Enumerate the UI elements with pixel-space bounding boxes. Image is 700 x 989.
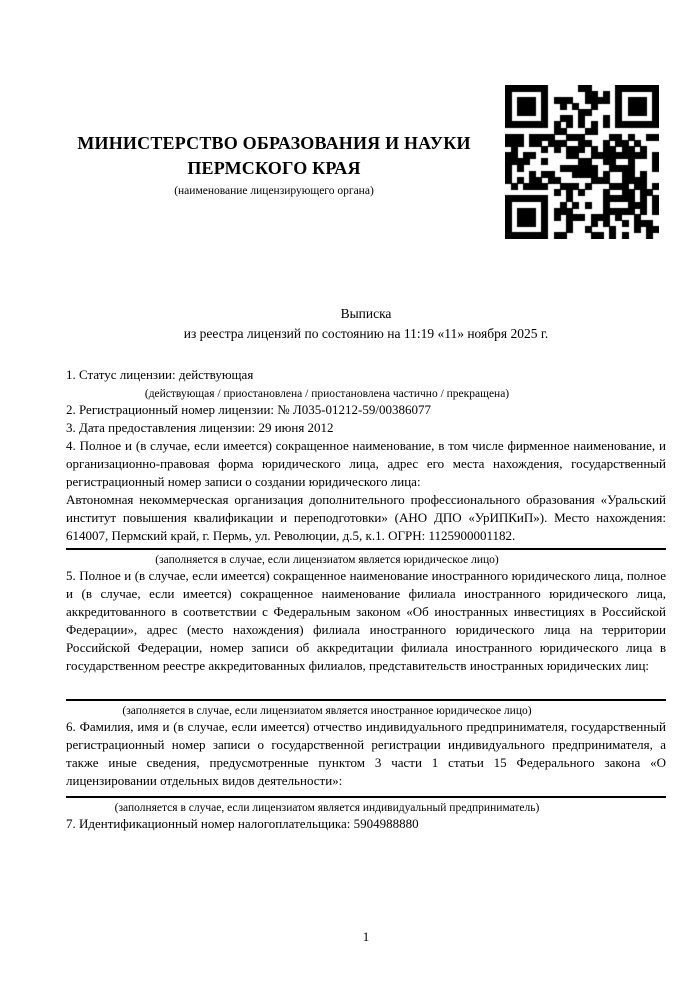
ministry-caption: (наименование лицензирующего органа) <box>174 185 374 197</box>
taxpayer-number: 7. Идентификационный номер налогоплательщика: 5904988880 <box>66 816 419 831</box>
registration-number: 2. Регистрационный номер лицензии: № Л035-01212-59/00386077 <box>66 402 432 417</box>
fill-line-entrepreneur <box>66 796 666 798</box>
fill-line-foreign-entity <box>66 699 666 701</box>
entrepreneur-label: 6. Фамилия, имя и (в случае, если имеется) отчество индивидуального предпринимателя, государственный регистрационный номер записи о государственной регистрации индивидуального предпринимателя, а также иные сведения, предусмотренные пунктом 3 части 1 статьи 15 Федерального закона «О лицензировании отдельных видов деятельности»: <box>66 719 666 788</box>
legal-entity-label: 4. Полное и (в случае, если имеется) сокращенное наименование, в том числе фирменное наименование, и организационно-правовая форма юридического лица, адрес его места нахождения, государственный регистрационный номер записи о создании юридического лица: <box>66 438 666 489</box>
legal-entity-note: (заполняется в случае, если лицензиатом является юридическое лицо) <box>155 554 499 566</box>
title-line2: из реестра лицензий по состоянию на 11:19 «11» ноября 2025 г. <box>183 326 549 341</box>
foreign-entity-label: 5. Полное и (в случае, если имеется) сокращенное наименование иностранного юридического лица, полное и (в случае, если имеется) сокращенное наименование филиала иностранного юридического лица, аккредитованного в соответствии с Федеральным законом «Об иностранных инвестициях в Российской Федерации», адрес (место нахождения) филиала иностранного юридического лица на территории Российской Федерации, номер записи об аккредитации филиала иностранного юридического лица в государственном реестре аккредитованных филиалов, представительств иностранных юридических лиц: <box>66 568 666 673</box>
ministry-name-line2: ПЕРМСКОГО КРАЯ <box>187 158 361 178</box>
license-status-note: (действующая / приостановлена / приостановлена частично / прекращена) <box>144 388 510 400</box>
foreign-entity-note: (заполняется в случае, если лицензиатом является иностранное юридическое лицо) <box>122 705 532 717</box>
ministry-header <box>58 131 490 198</box>
qr-code-icon <box>505 85 659 239</box>
fill-line-legal-entity <box>66 548 666 550</box>
document-title <box>66 304 666 344</box>
page-number: 1 <box>362 929 370 944</box>
title-line1: Выписка <box>340 306 392 321</box>
document-body <box>66 366 666 833</box>
grant-date: 3. Дата предоставления лицензии: 29 июня 2012 <box>66 420 334 435</box>
legal-entity-value: Автономная некоммерческая организация дополнительного профессионального образования «Уральский институт повышения квалификации и переподготовки» (АНО ДПО «УрИПКиП»). Место нахождения: 614007, Пермский край, г. Пермь, ул. Революции, д.5, к.1. ОГРН: 1125900001182. <box>66 492 666 543</box>
license-status: 1. Статус лицензии: действующая <box>66 367 254 382</box>
entrepreneur-note: (заполняется в случае, если лицензиатом является индивидуальный предприниматель) <box>114 802 540 814</box>
ministry-name-line1: МИНИСТЕРСТВО ОБРАЗОВАНИЯ И НАУКИ <box>77 133 471 153</box>
